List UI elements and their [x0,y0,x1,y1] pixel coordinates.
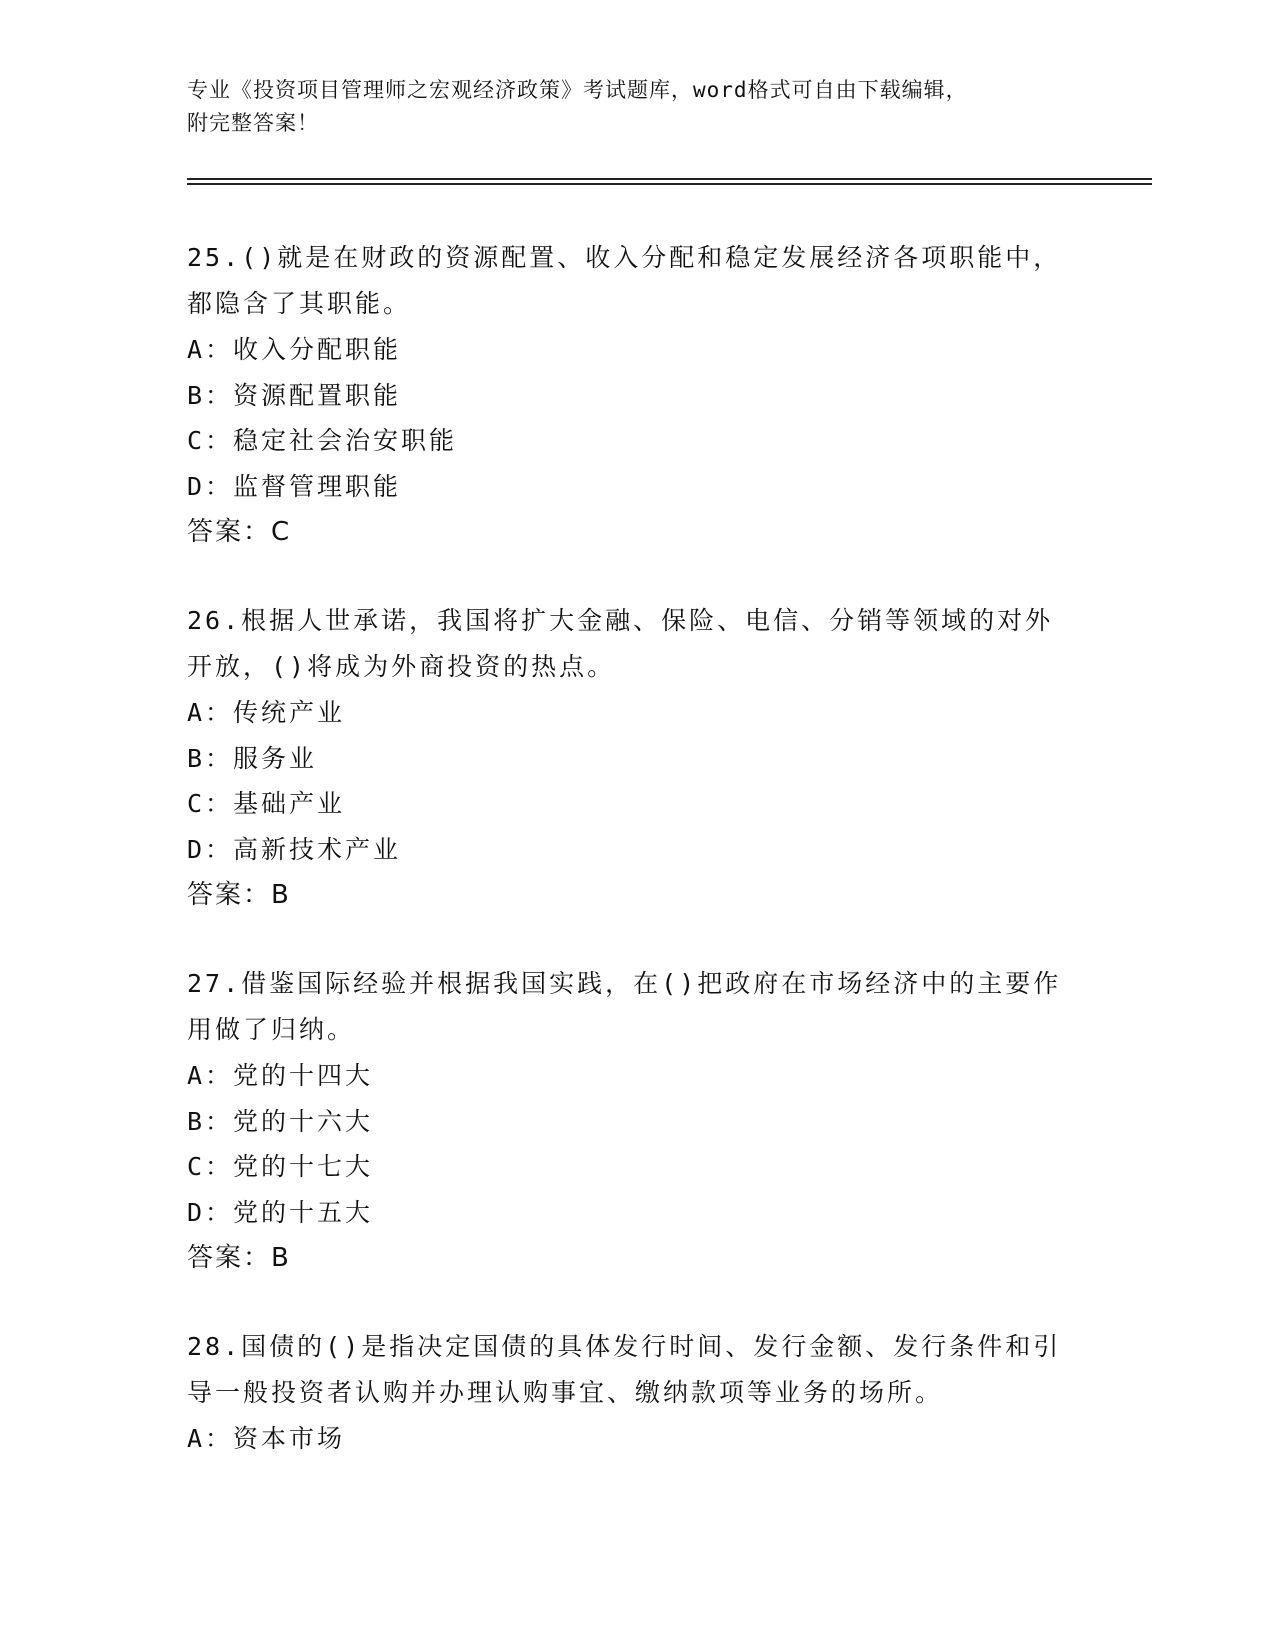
question-text [187,1324,1087,1416]
question-text-line-1: 25.()就是在财政的资源配置、收入分配和稳定发展经济各项职能中， [187,243,1062,272]
question-text-line-2: 导一般投资者认购并办理认购事宜、缴纳款项等业务的场所。 [187,1378,944,1407]
question-text [187,598,1087,690]
answer: 答案：C [187,517,292,547]
question-text [187,961,1087,1053]
option-c: C：党的十七大 [187,1152,374,1181]
option-c: C：基础产业 [187,789,346,818]
question-text-line-2: 用做了归纳。 [187,1015,356,1044]
document-header [187,74,1087,140]
option-d: D：监督管理职能 [187,471,402,501]
option-a: A：党的十四大 [187,1061,374,1090]
option-b: B：服务业 [187,743,318,773]
header-line-2: 附完整答案！ [187,111,319,135]
answer: 答案：B [187,880,291,910]
question-text-line-1: 26.根据人世承诺，我国将扩大金融、保险、电信、分销等领域的对外 [187,606,1054,635]
question-text-line-1: 27.借鉴国际经验并根据我国实践，在()把政府在市场经济中的主要作 [187,969,1062,998]
option-c: C：稳定社会治安职能 [187,426,458,455]
option-a: A：传统产业 [187,698,346,727]
header-divider-bottom [187,183,1152,185]
question-text-line-2: 开放，()将成为外商投资的热点。 [187,652,616,681]
option-a: A：资本市场 [187,1424,346,1453]
question-26 [187,598,1087,918]
question-text-line-2: 都隐含了其职能。 [187,289,412,318]
option-b: B：资源配置职能 [187,380,402,410]
option-d: D：高新技术产业 [187,834,402,864]
question-text [187,235,1087,327]
question-28 [187,1324,1087,1462]
option-a: A：收入分配职能 [187,335,402,364]
answer: 答案：B [187,1243,291,1273]
option-d: D：党的十五大 [187,1197,374,1227]
question-text-line-1: 28.国债的()是指决定国债的具体发行时间、发行金额、发行条件和引 [187,1332,1062,1361]
question-25 [187,235,1087,555]
header-line-1: 专业《投资项目管理师之宏观经济政策》考试题库，word格式可自由下载编辑， [187,78,968,102]
header-divider-top [187,178,1152,180]
option-b: B：党的十六大 [187,1106,374,1136]
question-27 [187,961,1087,1281]
